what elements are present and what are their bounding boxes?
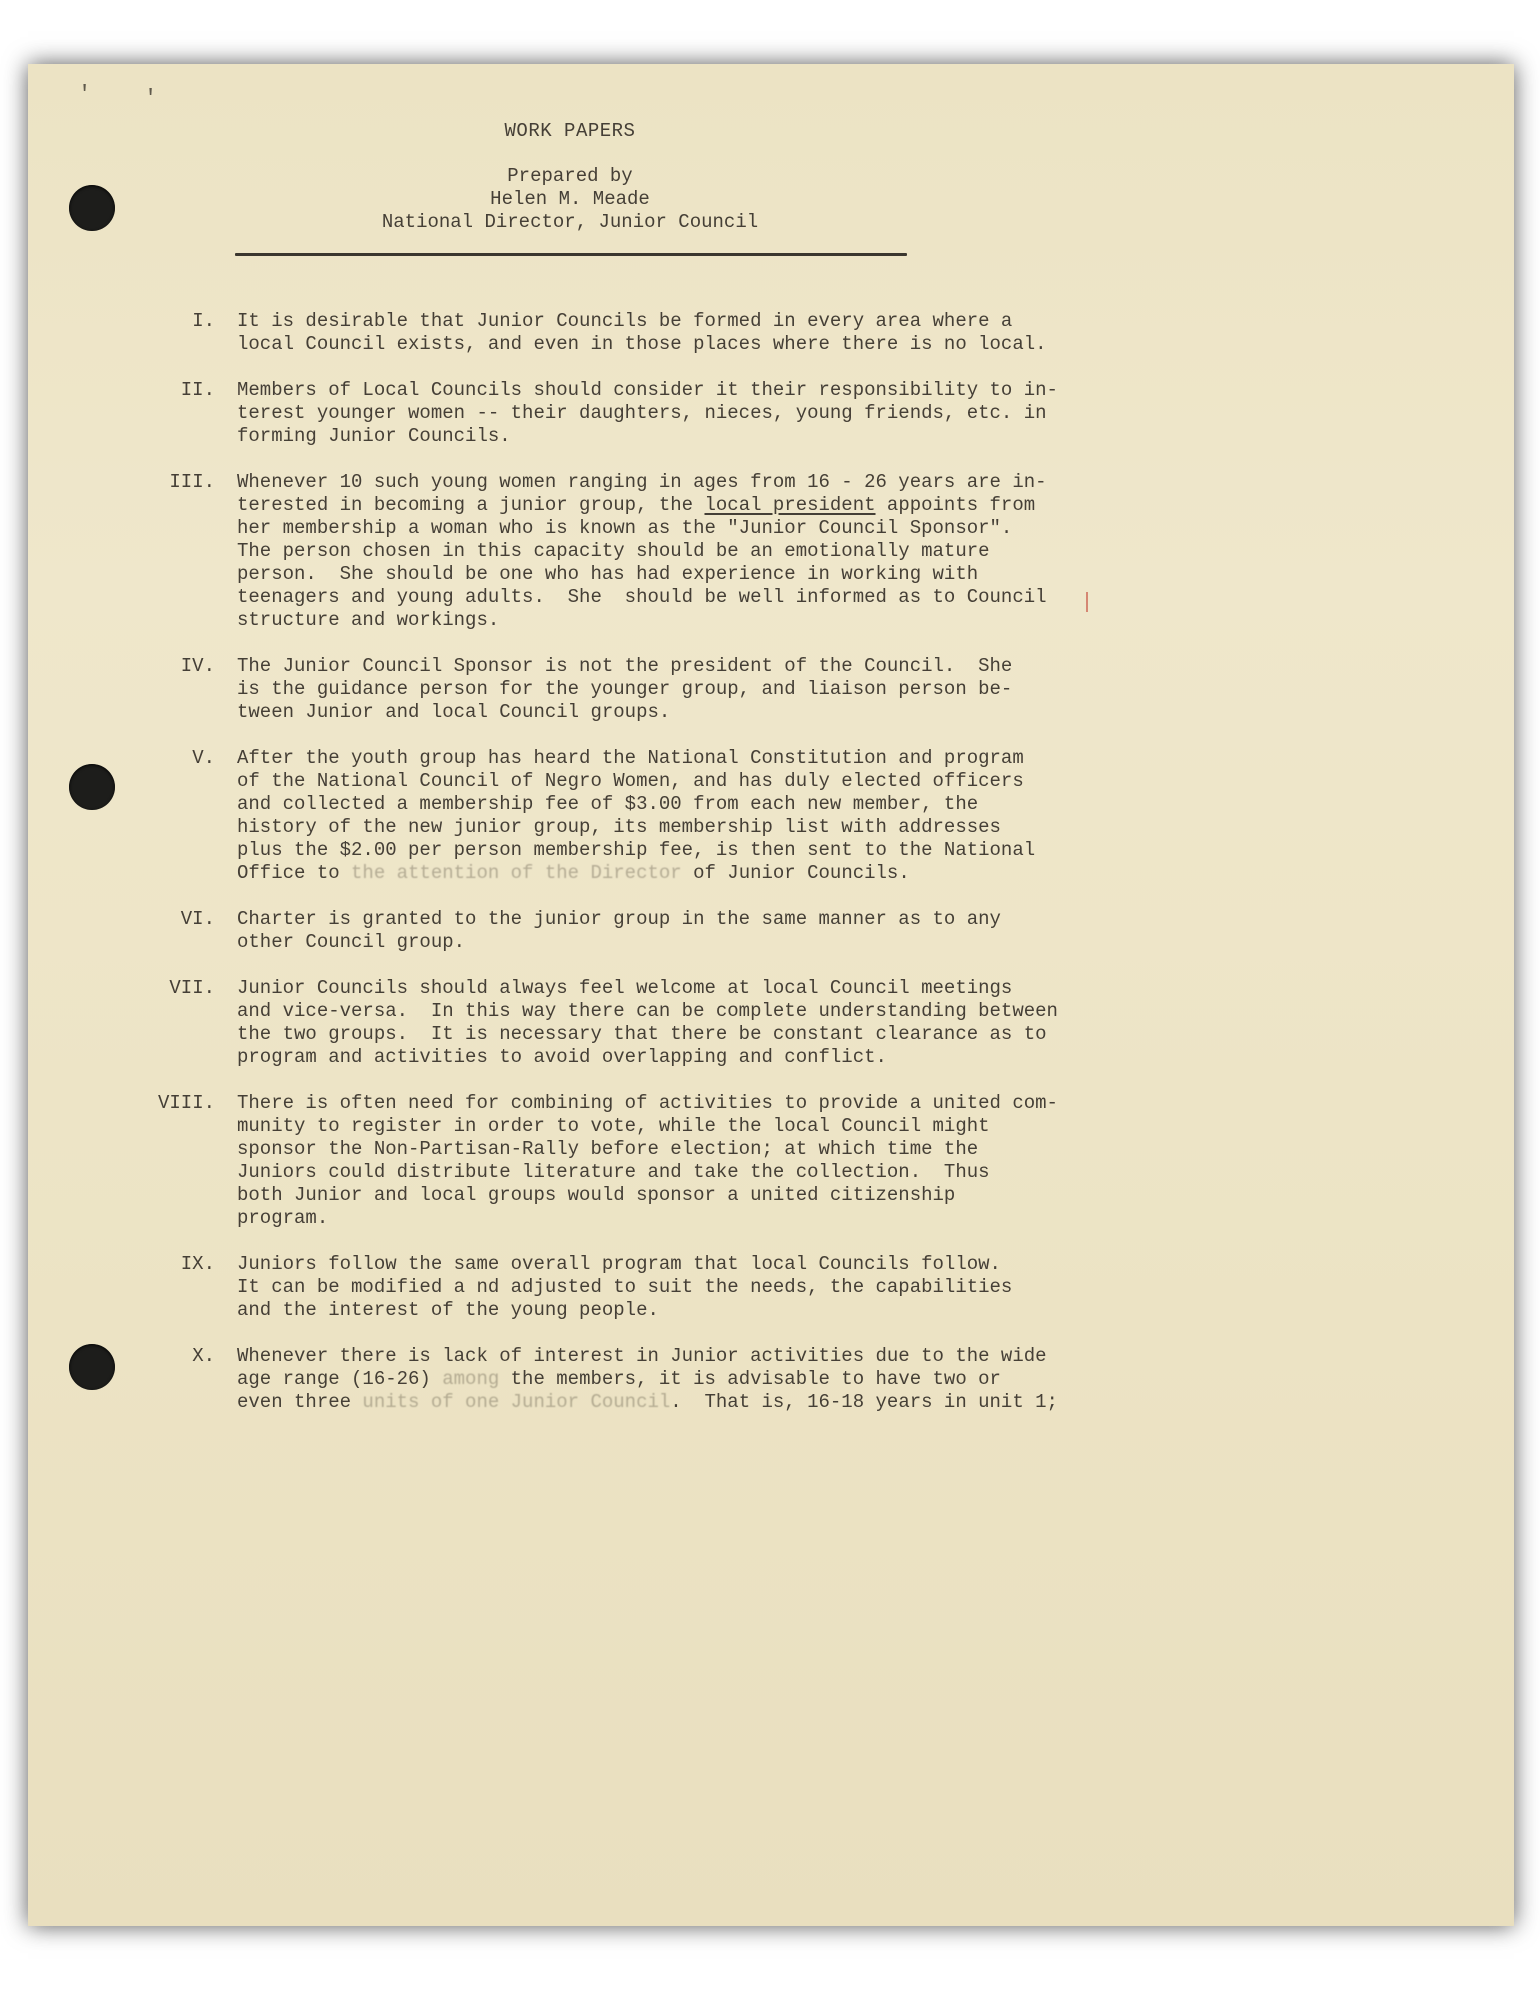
text-segment: of the National Council of Negro Women, and has duly elected officers	[237, 770, 1024, 792]
text-line	[237, 1138, 1069, 1161]
text-segment: her membership a woman who is known as the "Junior Council Sponsor".	[237, 517, 1013, 539]
byline-line-author: Helen M. Meade	[490, 188, 650, 210]
text-segment: The person chosen in this capacity should be an emotionally mature	[237, 540, 990, 562]
text-line	[237, 1046, 1069, 1069]
text-segment: Whenever 10 such young women ranging in ages from 16 - 26 years are in-	[237, 471, 1047, 493]
stray-pen-mark: '	[144, 86, 158, 111]
text-line	[237, 563, 1069, 586]
text-segment: forming Junior Councils.	[237, 425, 511, 447]
text-segment: Charter is granted to the junior group in the same manner as to any	[237, 908, 1001, 930]
item-numeral: VIII.	[157, 1092, 215, 1114]
item-numeral: I.	[192, 310, 215, 332]
header-underline-rule	[235, 253, 907, 256]
text-line	[237, 931, 1069, 954]
text-line	[237, 678, 1069, 701]
text-segment: the two groups. It is necessary that there be constant clearance as to	[237, 1023, 1047, 1045]
item-numeral: IV.	[180, 655, 215, 677]
item-numeral: X.	[192, 1345, 215, 1367]
text-segment: other Council group.	[237, 931, 466, 953]
text-segment: is the guidance person for the younger group, and liaison person be-	[237, 678, 1013, 700]
text-line	[237, 1391, 1069, 1414]
text-line	[237, 1092, 1069, 1115]
text-line	[237, 517, 1069, 540]
text-segment: Members of Local Councils should consider it their responsibility to in-	[237, 379, 1058, 401]
item-text	[237, 1345, 1069, 1414]
text-segment: of Junior Councils.	[681, 862, 910, 884]
text-line	[237, 540, 1069, 563]
text-segment: both Junior and local groups would sponsor a united citizenship	[237, 1184, 956, 1206]
text-segment: munity to register in order to vote, while the local Council might	[237, 1115, 990, 1137]
item-text	[237, 310, 1069, 356]
item-text	[237, 1092, 1069, 1230]
list-item	[28, 908, 1168, 954]
document-header	[235, 120, 905, 234]
text-line	[237, 609, 1069, 632]
text-segment: program and activities to avoid overlapping and conflict.	[237, 1046, 887, 1068]
text-line	[237, 1368, 1069, 1391]
byline-line-role: National Director, Junior Council	[381, 211, 759, 233]
text-segment: the members, it is advisable to have two or	[510, 1368, 1001, 1390]
item-text	[237, 908, 1069, 954]
text-segment: Office to	[237, 862, 352, 884]
page-title: WORK PAPERS	[504, 120, 636, 142]
text-segment: It is desirable that Junior Councils be formed in every area where a	[237, 310, 1013, 332]
work-papers-list	[28, 310, 1168, 1437]
text-segment: sponsor the Non-Partisan-Rally before election; at which time the	[237, 1138, 979, 1160]
text-segment: and vice-versa. In this way there can be complete understanding between	[237, 1000, 1058, 1022]
text-segment: person. She should be one who has had experience in working with	[237, 563, 979, 585]
text-segment: tween Junior and local Council groups.	[237, 701, 671, 723]
text-line	[237, 333, 1069, 356]
text-line	[237, 862, 1069, 885]
stray-pen-mark: '	[78, 82, 92, 107]
list-item	[28, 1253, 1168, 1322]
faded-text: units of one Junior Council	[362, 1391, 671, 1413]
text-segment: . That is, 16-18 years in unit 1;	[670, 1391, 1058, 1413]
text-line	[237, 471, 1069, 494]
text-segment: There is often need for combining of activities to provide a united com-	[237, 1092, 1058, 1114]
faded-text: the attention of the Director	[351, 862, 682, 884]
text-line	[237, 494, 1069, 517]
item-text	[237, 977, 1069, 1069]
text-line	[237, 402, 1069, 425]
text-segment: history of the new junior group, its membership list with addresses	[237, 816, 1001, 838]
text-segment: local Council exists, and even in those places where there is no local.	[237, 333, 1047, 355]
text-segment: terest younger women -- their daughters, nieces, young friends, etc. in	[237, 402, 1047, 424]
text-segment: Junior Councils should always feel welcome at local Council meetings	[237, 977, 1013, 999]
text-segment: The Junior Council Sponsor is not the president of the Council. She	[237, 655, 1013, 677]
text-segment: Juniors follow the same overall program that local Councils follow.	[237, 1253, 1001, 1275]
list-item	[28, 379, 1168, 448]
text-line	[237, 425, 1069, 448]
text-line	[237, 770, 1069, 793]
text-segment: program.	[237, 1207, 329, 1229]
text-line	[237, 1345, 1069, 1368]
punch-hole	[69, 185, 115, 231]
list-item	[28, 1345, 1168, 1414]
text-line	[237, 793, 1069, 816]
text-segment: It can be modified a nd adjusted to suit the needs, the capabilities	[237, 1276, 1013, 1298]
text-line	[237, 655, 1069, 678]
item-numeral: III.	[169, 471, 215, 493]
text-line	[237, 701, 1069, 724]
text-line	[237, 1184, 1069, 1207]
text-segment: and collected a membership fee of $3.00 from each new member, the	[237, 793, 979, 815]
item-numeral: VI.	[180, 908, 215, 930]
list-item	[28, 977, 1168, 1069]
item-text	[237, 655, 1069, 724]
item-text	[237, 747, 1069, 885]
list-item	[28, 1092, 1168, 1230]
text-segment: Whenever there is lack of interest in Junior activities due to the wide	[237, 1345, 1047, 1367]
text-segment: and the interest of the young people.	[237, 1299, 659, 1321]
text-segment: even three	[237, 1391, 363, 1413]
text-line	[237, 379, 1069, 402]
list-item	[28, 310, 1168, 356]
text-line	[237, 586, 1069, 609]
text-line	[237, 1161, 1069, 1184]
list-item	[28, 655, 1168, 724]
item-numeral: V.	[192, 747, 215, 769]
item-text	[237, 1253, 1069, 1322]
text-line	[237, 839, 1069, 862]
byline	[235, 165, 905, 234]
text-line	[237, 908, 1069, 931]
paper-sheet	[28, 64, 1514, 1926]
text-line	[237, 1023, 1069, 1046]
text-segment: plus the $2.00 per person membership fee, is then sent to the National	[237, 839, 1036, 861]
item-text	[237, 471, 1069, 632]
text-line	[237, 816, 1069, 839]
text-line	[237, 310, 1069, 333]
text-segment: terested in becoming a junior group, the	[237, 494, 705, 516]
text-line	[237, 1253, 1069, 1276]
item-numeral: II.	[180, 379, 215, 401]
text-segment: Juniors could distribute literature and take the collection. Thus	[237, 1161, 990, 1183]
text-line	[237, 1207, 1069, 1230]
text-line	[237, 1000, 1069, 1023]
list-item	[28, 471, 1168, 632]
text-segment: age range (16-26)	[237, 1368, 443, 1390]
item-text	[237, 379, 1069, 448]
text-segment: teenagers and young adults. She should be well informed as to Council	[237, 586, 1047, 608]
text-line	[237, 1299, 1069, 1322]
item-numeral: VII.	[169, 977, 215, 999]
faded-text: among	[442, 1368, 511, 1390]
text-line	[237, 977, 1069, 1000]
byline-line-prepared-by: Prepared by	[507, 165, 633, 187]
underlined-text: local president	[704, 494, 876, 516]
item-numeral: IX.	[180, 1253, 215, 1275]
text-line	[237, 1115, 1069, 1138]
text-segment: structure and workings.	[237, 609, 500, 631]
text-segment: After the youth group has heard the National Constitution and program	[237, 747, 1024, 769]
text-line	[237, 1276, 1069, 1299]
text-segment: appoints from	[875, 494, 1036, 516]
list-item	[28, 747, 1168, 885]
text-line	[237, 747, 1069, 770]
